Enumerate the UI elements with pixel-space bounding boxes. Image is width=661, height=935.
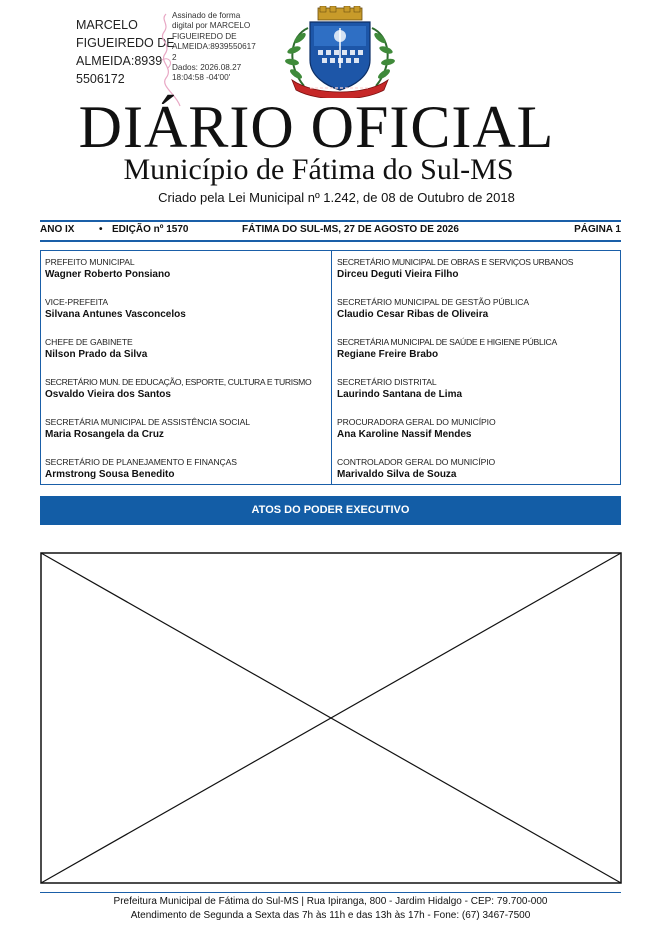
official-name: Dirceu Deguti Vieira Filho: [337, 269, 459, 280]
official-name: Maria Rosangela da Cruz: [45, 429, 164, 440]
official-entry: [337, 297, 623, 321]
bottom-rule: [40, 240, 621, 242]
footer-rule: [40, 892, 621, 893]
officials-table: [40, 250, 621, 485]
image-placeholder: [40, 552, 622, 884]
coat-of-arms-logo: [270, 6, 410, 98]
official-name: Silvana Antunes Vasconcelos: [45, 309, 186, 320]
official-entry: [337, 377, 623, 401]
official-name: Marivaldo Silva de Souza: [337, 469, 457, 480]
official-entry: [45, 457, 331, 481]
official-role: PREFEITO MUNICIPAL: [45, 257, 135, 267]
official-role: PROCURADORA GERAL DO MUNICÍPIO: [337, 417, 496, 427]
official-entry: [45, 377, 331, 401]
official-entry: [45, 257, 331, 281]
edition-info-bar: [40, 222, 621, 238]
official-role: SECRETÁRIO DE PLANEJAMENTO E FINANÇAS: [45, 457, 237, 467]
official-role: SECRETÁRIO MUN. DE EDUCAÇÃO, ESPORTE, CULTURA E TURISMO: [45, 377, 312, 387]
official-entry: [337, 337, 623, 361]
official-entry: [337, 457, 623, 481]
footer-address: Prefeitura Municipal de Fátima do Sul-MS | Rua Ipiranga, 800 - Jardim Hidalgo - CEP: 79.700-000: [113, 896, 548, 907]
official-name: Regiane Freire Brabo: [337, 349, 439, 360]
municipality-subtitle: Município de Fátima do Sul-MS: [123, 153, 514, 186]
creation-law-line: Criado pela Lei Municipal nº 1.242, de 08 de Outubro de 2018: [158, 190, 515, 205]
edition-label: EDIÇÃO nº 1570: [112, 224, 189, 235]
official-entry: [337, 257, 623, 281]
official-role: SECRETÁRIO MUNICIPAL DE OBRAS E SERVIÇOS URBANOS: [337, 257, 574, 267]
footer-hours: Atendimento de Segunda a Sexta das 7h às 11h e das 13h às 17h - Fone: (67) 3467-7500: [130, 910, 531, 921]
official-name: Osvaldo Vieira dos Santos: [45, 389, 171, 400]
page-label: PÁGINA 1: [574, 224, 621, 235]
place-date-label: FÁTIMA DO SUL-MS, 27 DE AGOSTO DE 2026: [242, 224, 459, 235]
official-name: Wagner Roberto Ponsiano: [45, 269, 171, 280]
year-label: ANO IX: [40, 224, 75, 235]
official-role: SECRETÁRIA MUNICIPAL DE SAÚDE E HIGIENE PÚBLICA: [337, 337, 557, 347]
official-entry: [45, 417, 331, 441]
official-role: SECRETÁRIO MUNICIPAL DE GESTÃO PÚBLICA: [337, 297, 529, 307]
official-role: SECRETÁRIO DISTRITAL: [337, 377, 437, 387]
section-header: ATOS DO PODER EXECUTIVO: [40, 496, 621, 525]
official-entry: [337, 417, 623, 441]
official-role: SECRETÁRIA MUNICIPAL DE ASSISTÊNCIA SOCIAL: [45, 417, 250, 427]
official-role: CONTROLADOR GERAL DO MUNICÍPIO: [337, 457, 496, 467]
bullet-separator: •: [99, 224, 103, 235]
signature-details: Assinado de forma digital por MARCELO FIGUEIREDO DE ALMEIDA:8939550617 2 Dados: 2026.08.27 18:04:58 -04'00': [172, 11, 256, 83]
column-divider: [331, 251, 332, 484]
official-role: VICE-PREFEITA: [45, 297, 109, 307]
official-name: Ana Karoline Nassif Mendes: [337, 429, 472, 440]
official-name: Laurindo Santana de Lima: [337, 389, 463, 400]
newspaper-title: DIÁRIO OFICIAL: [78, 94, 555, 160]
official-name: Claudio Cesar Ribas de Oliveira: [337, 309, 489, 320]
official-entry: [45, 337, 331, 361]
official-role: CHEFE DE GABINETE: [45, 337, 133, 347]
official-entry: [45, 297, 331, 321]
signer-name: MARCELO FIGUEIREDO DE ALMEIDA:8939 5506172: [76, 18, 175, 86]
official-name: Armstrong Sousa Benedito: [45, 469, 175, 480]
official-name: Nilson Prado da Silva: [45, 349, 148, 360]
